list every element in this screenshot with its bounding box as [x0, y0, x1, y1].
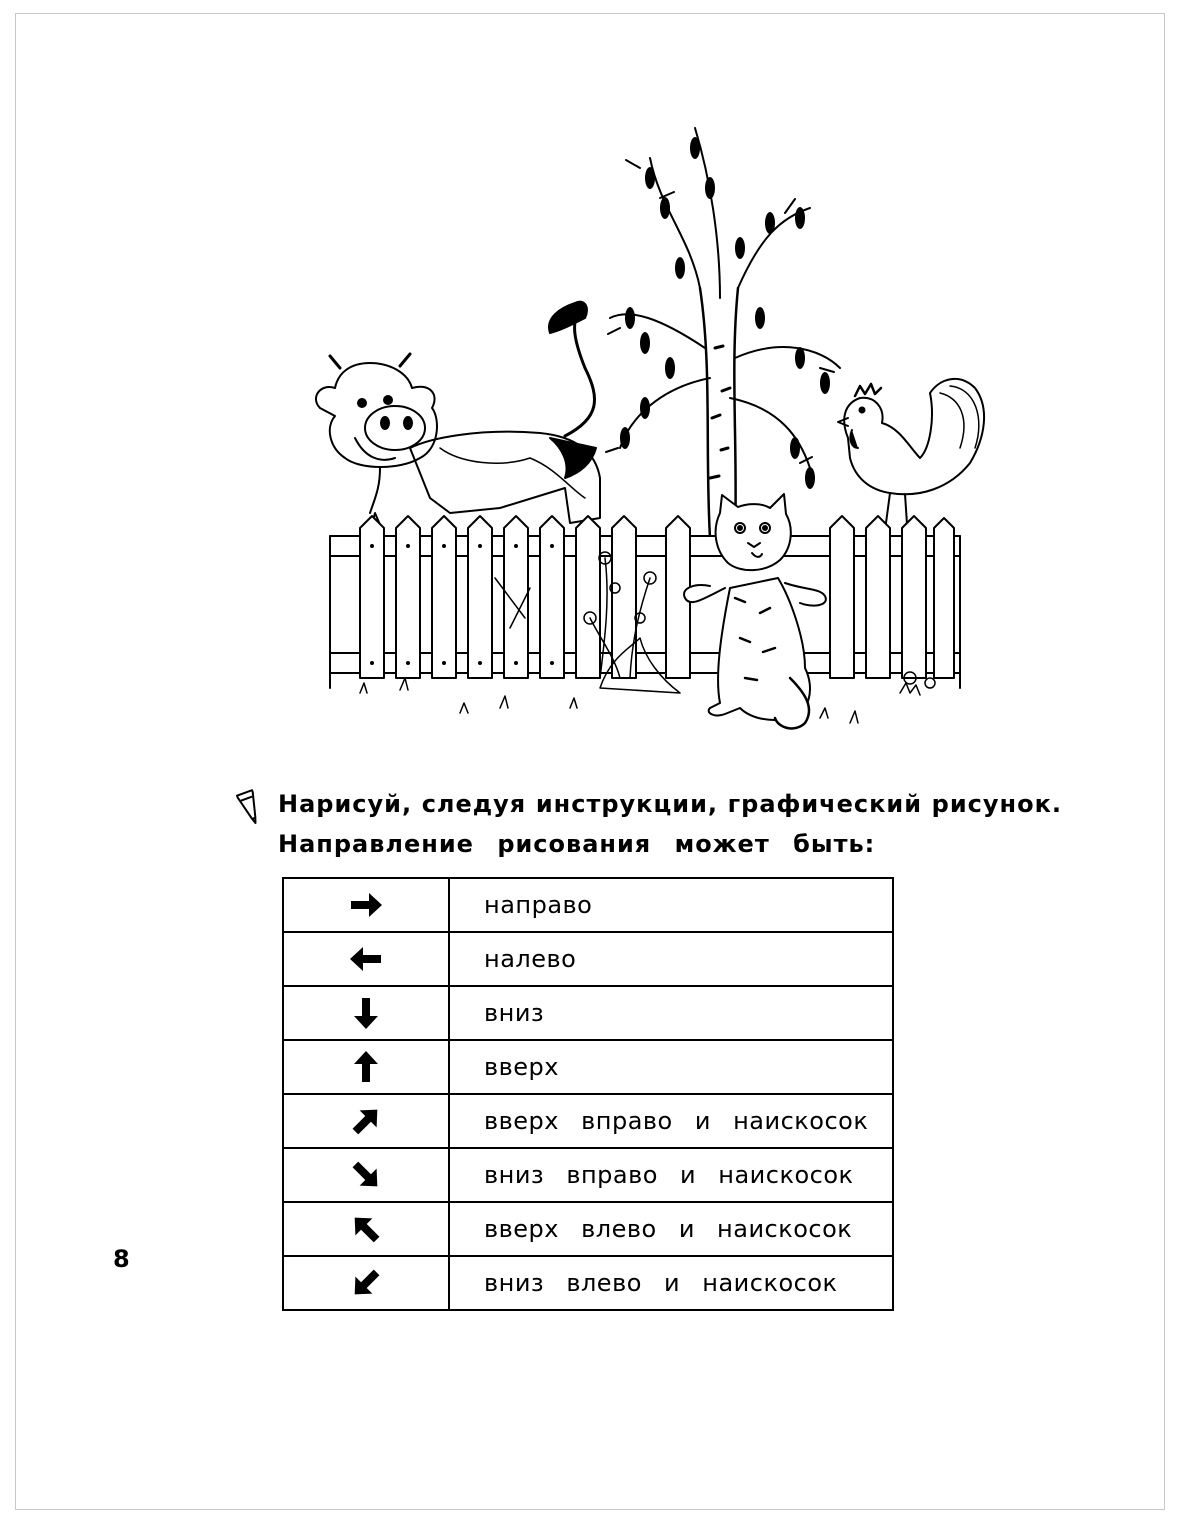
arrow-cell — [283, 1202, 449, 1256]
table-row — [283, 1040, 893, 1094]
arrow-right-icon — [346, 885, 386, 925]
arrow-down-left-icon — [346, 1263, 386, 1303]
directions-table — [282, 877, 894, 1311]
arrow-cell — [283, 878, 449, 932]
table-row — [283, 1202, 893, 1256]
birch-tree — [606, 128, 840, 538]
arrow-up-icon — [346, 1047, 386, 1087]
instruction-line-2: Направление рисования может быть: — [278, 830, 876, 858]
direction-label: налево — [449, 932, 893, 986]
arrow-up-right-icon — [346, 1101, 386, 1141]
arrow-cell — [283, 1040, 449, 1094]
direction-label: вниз вправо и наискосок — [449, 1148, 893, 1202]
direction-label: вверх вправо и наискосок — [449, 1094, 893, 1148]
page-number: 8 — [113, 1245, 130, 1273]
table-row — [283, 986, 893, 1040]
arrow-cell — [283, 1256, 449, 1310]
table-row — [283, 932, 893, 986]
cat — [684, 494, 826, 728]
arrow-left-icon — [346, 939, 386, 979]
table-row — [283, 1094, 893, 1148]
arrow-up-left-icon — [346, 1209, 386, 1249]
arrow-cell — [283, 1148, 449, 1202]
table-row — [283, 1256, 893, 1310]
arrow-cell — [283, 932, 449, 986]
instruction-line-1: Нарисуй, следуя инструкции, графический рисунок. — [278, 790, 1062, 818]
table-row — [283, 1148, 893, 1202]
direction-label: направо — [449, 878, 893, 932]
farm-illustration — [300, 118, 990, 738]
pencil-icon — [232, 788, 268, 828]
cow — [316, 302, 600, 527]
picket-fence — [330, 516, 960, 688]
rooster — [838, 379, 984, 530]
arrow-down-icon — [346, 993, 386, 1033]
direction-label: вверх влево и наискосок — [449, 1202, 893, 1256]
table-row — [283, 878, 893, 932]
arrow-down-right-icon — [346, 1155, 386, 1195]
arrow-cell — [283, 1094, 449, 1148]
direction-label: вниз — [449, 986, 893, 1040]
arrow-cell — [283, 986, 449, 1040]
direction-label: вверх — [449, 1040, 893, 1094]
direction-label: вниз влево и наискосок — [449, 1256, 893, 1310]
